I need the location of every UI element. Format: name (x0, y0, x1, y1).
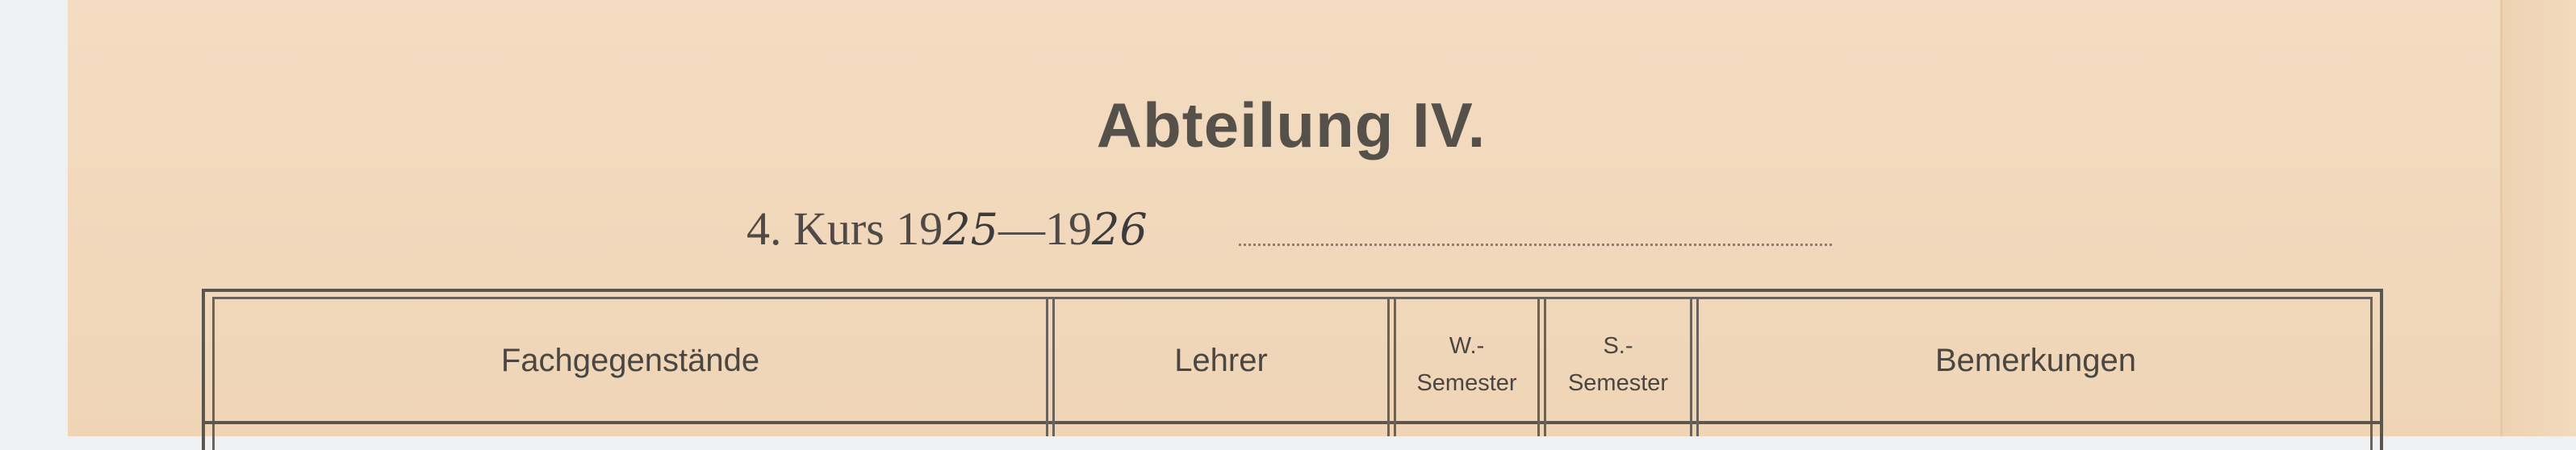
header-remarks: Bemerkungen (1934, 343, 2137, 378)
course-year-line (746, 202, 1148, 258)
column-divider-summer (1690, 297, 1692, 436)
year-dash: —19 (998, 202, 1092, 255)
page-title: Abteilung IV. (1096, 90, 1487, 160)
dotted-fill-line (1239, 244, 1832, 246)
header-winter-semester (1396, 327, 1537, 402)
adjacent-page-edge (2503, 0, 2576, 436)
column-divider-subjects (1046, 297, 1048, 436)
header-winter-line1: W.- (1449, 333, 1485, 359)
column-divider-winter (1537, 297, 1540, 436)
course-prefix: 4. Kurs 19 (746, 202, 943, 255)
header-summer-line2: Semester (1567, 370, 1669, 396)
header-summer-semester (1546, 327, 1690, 402)
header-subjects: Fachgegenstände (500, 343, 760, 378)
handwritten-year-end: 26 (1092, 204, 1148, 255)
column-divider-teacher (1387, 297, 1390, 436)
header-winter-line2: Semester (1416, 370, 1517, 396)
header-summer-line1: S.- (1603, 333, 1633, 359)
header-teacher: Lehrer (1174, 343, 1268, 378)
header-bottom-rule (202, 421, 2383, 424)
handwritten-year-start: 25 (943, 204, 998, 255)
